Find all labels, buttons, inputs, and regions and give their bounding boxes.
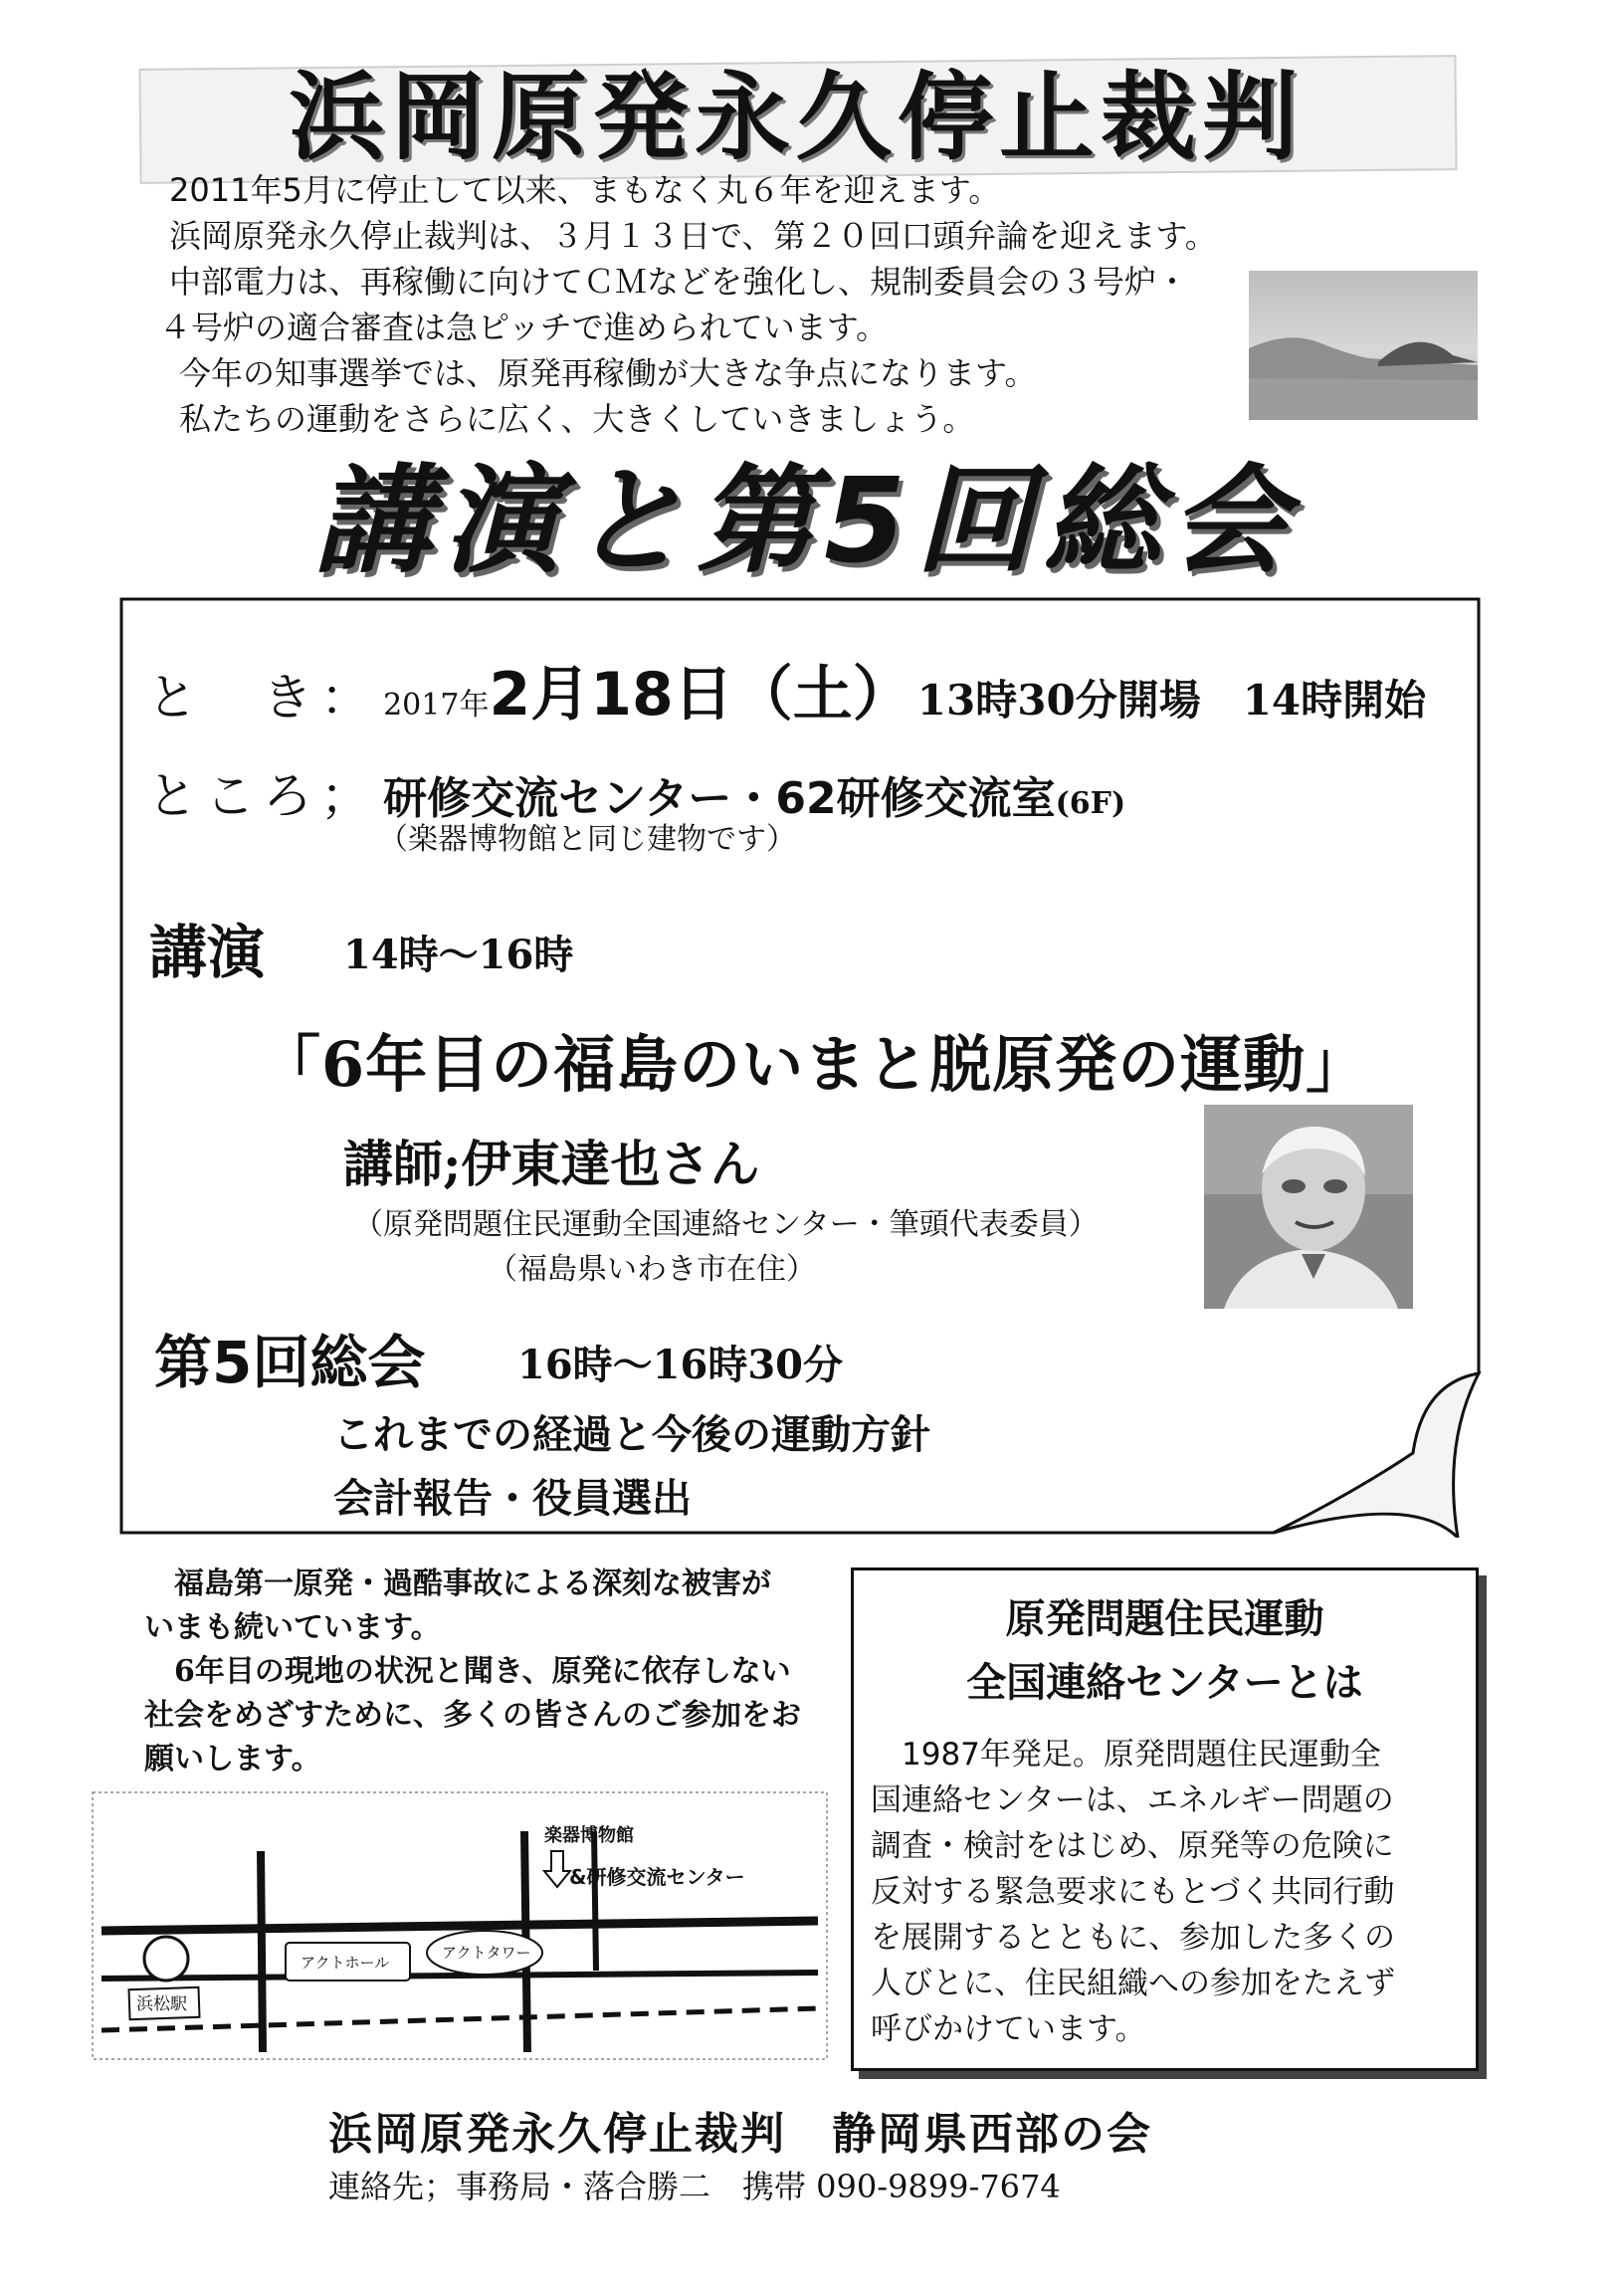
intro-line: 中部電力は、再稼働に向けてＣＭなどを強化し、規制委員会の３号炉・ [169,263,1189,301]
appeal-line: 6年目の現地の状況と聞き、原発に依存しない [144,1654,791,1689]
lecture-label: 講演 [149,919,266,986]
info-line: 人びとに、住民組織への参加をたえず [871,1966,1395,2001]
speaker-affiliation: （原発問題住民運動全国連絡センター・筆頭代表委員） [353,1207,1099,1242]
event-floor: (6F) [1055,786,1126,821]
map-station-label: 浜松駅 [136,1994,187,2014]
speaker-portrait [1204,1105,1413,1309]
info-title-line: 全国連絡センターとは [966,1660,1363,1706]
appeal-line: 社会をめざすために、多くの皆さんのご参加をお [144,1698,801,1733]
where-label: ところ； [147,767,378,825]
map-act-tower-label: アクトタワー [442,1944,531,1962]
info-title-line: 原発問題住民運動 [1005,1596,1324,1642]
place-note: （楽器博物館と同じ建物です） [378,822,796,857]
map-museum-label: 楽器博物館 [544,1825,634,1846]
general-meeting-time: 16時～16時30分 [517,1342,843,1388]
event-times: 13時30分開場 14時開始 [916,676,1427,725]
intro-line: 今年の知事選挙では、原発再稼働が大きな争点になります。 [179,354,1037,392]
appeal-line: 願いします。 [144,1742,321,1776]
event-place: 研修交流センター・62研修交流室 [383,773,1056,824]
appeal-paragraph [144,1563,841,1781]
intro-paragraph [159,167,1254,442]
agenda-item: 会計報告・役員選出 [333,1475,692,1522]
intro-line: 浜岡原発永久停止裁判は、３月１３日で、第２０回口頭弁論を迎えます。 [169,217,1217,255]
contact-info: 連絡先；事務局・落合勝二 携帯 090-9899-7674 [328,2168,1061,2205]
intro-line: ４号炉の適合審査は急ピッチで進められています。 [159,309,889,346]
event-headline: 講演と第5回総会 [313,452,1299,589]
speaker-residence: （福島県いわき市在住） [488,1252,816,1287]
map-act-hall-label: アクトホール [301,1954,390,1972]
lecture-time: 14時～16時 [343,932,574,978]
location-map [92,1791,828,2060]
general-meeting-label: 第5回総会 [154,1329,426,1396]
appeal-line: 福島第一原発・過酷事故による深刻な被害が [144,1566,771,1601]
event-date: 2月18日（土） [489,660,912,730]
appeal-line: いまも続いています。 [144,1610,441,1645]
banner-title: 浜岡原発永久停止裁判 [289,62,1304,173]
intro-line: 私たちの運動をさらに広く、大きくしていきましょう。 [179,400,975,438]
meeting-agenda [333,1403,930,1531]
info-line: を展開するとともに、参加した多くの [871,1920,1395,1956]
agenda-item: これまでの経過と今後の運動方針 [333,1411,930,1458]
info-line: 国連絡センターは、エネルギー問題の [871,1782,1394,1818]
info-line: 調査・検討をはじめ、原発等の危険に [871,1828,1394,1864]
info-box-body [871,1732,1463,2052]
intro-line: 2011年5月に停止して以来、まもなく丸６年を迎えます。 [169,171,1001,209]
event-year: 2017年 [383,688,490,723]
info-box-title [851,1587,1479,1715]
info-line: 反対する緊急要求にもとづく共同行動 [871,1874,1395,1910]
landscape-photo [1249,271,1478,420]
event-when [147,647,1426,732]
speaker-name: 講師;伊東達也さん [343,1135,760,1193]
map-center-label: &研修交流センター [569,1865,745,1889]
info-line: 1987年発足。原発問題住民運動全 [871,1737,1381,1773]
when-label: と き： [147,669,378,727]
info-line: 呼びかけています。 [871,2011,1146,2047]
organizer-name: 浜岡原発永久停止裁判 静岡県西部の会 [328,2109,1152,2160]
talk-title: 「6年目の福島のいまと脱原発の運動」 [259,1028,1369,1101]
